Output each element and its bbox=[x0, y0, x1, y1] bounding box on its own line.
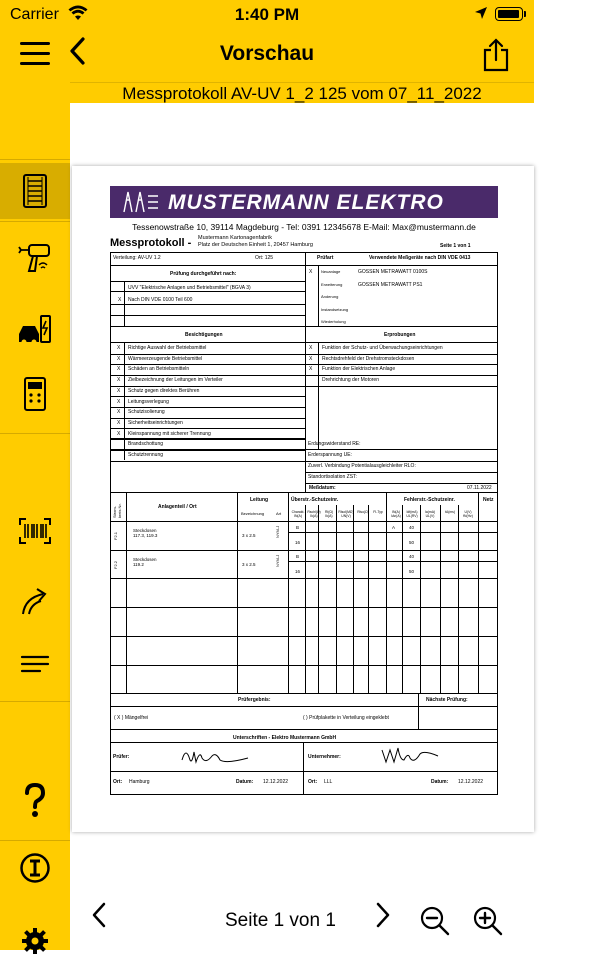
erprobung-text: Rechtsdrehfeld der Drehstromsteckdosen bbox=[322, 355, 415, 362]
erprobung-check: X bbox=[309, 345, 313, 351]
customer-address: Platz der Deutschen Einheit 1, 20457 Hamburg bbox=[198, 242, 313, 248]
sidebar-item-info[interactable] bbox=[0, 840, 70, 896]
route-icon bbox=[19, 586, 51, 616]
zoom-out-icon[interactable] bbox=[420, 906, 450, 941]
pruefart-label: Prüfart bbox=[317, 255, 334, 261]
besichtigungen-header: Besichtigungen bbox=[185, 332, 223, 338]
besichtigung-text: Schutztrennung bbox=[128, 452, 164, 458]
form-row-line bbox=[110, 771, 498, 772]
form-col-line bbox=[305, 342, 306, 449]
battery-icon bbox=[495, 7, 523, 21]
circuit-cable-type: NYM-J bbox=[275, 554, 280, 567]
bottom-toolbar bbox=[70, 890, 534, 950]
ueberstrom-header: Überstr.-Schutzeinr. bbox=[291, 497, 339, 503]
company-address: Tessenowstraße 10, 39114 Magdeburg - Tel: 0391 12345678 E-Mail: Max@mustermann.de bbox=[132, 222, 476, 232]
company-logo bbox=[110, 186, 596, 218]
besichtigung-check: X bbox=[117, 419, 121, 426]
datum-pruefer-value: 12.12.2022 bbox=[263, 779, 289, 785]
besichtigung-row-line bbox=[110, 375, 305, 376]
next-page-icon[interactable] bbox=[376, 902, 390, 936]
sidebar-item-drill-tester[interactable] bbox=[0, 231, 70, 287]
circuit-fi-type: A bbox=[392, 525, 396, 530]
besichtigung-check: X bbox=[117, 366, 121, 373]
besichtigung-check: X bbox=[117, 377, 121, 384]
stromkreis-header: Strom-kreis Nr. bbox=[112, 503, 122, 518]
zoom-in-icon[interactable] bbox=[473, 906, 503, 941]
power-line-icon bbox=[120, 190, 160, 214]
form-row-line bbox=[110, 492, 498, 493]
form-row-line bbox=[305, 461, 498, 462]
sidebar bbox=[0, 103, 70, 950]
charging-station-icon bbox=[17, 312, 53, 346]
form-title: Messprotokoll - bbox=[110, 237, 192, 249]
besichtigung-text: Brandschottung bbox=[128, 441, 164, 448]
besichtigung-check: X bbox=[117, 398, 121, 405]
measure-column-header: Ri(Ω) Ik(A) bbox=[325, 510, 333, 518]
logo-text: MUSTERMANN ELEKTRO bbox=[168, 191, 444, 214]
measure-column-header: Rschl(Ω) Ik(A) bbox=[307, 510, 321, 518]
svg-text:GmbH: GmbH bbox=[589, 191, 596, 212]
form-col-line bbox=[126, 492, 127, 693]
messwert-label: Erderspannung UE: bbox=[308, 452, 352, 458]
pruefart-label: Änderung bbox=[321, 294, 339, 299]
share-icon[interactable] bbox=[482, 38, 510, 77]
besichtigung-check: X bbox=[117, 345, 121, 351]
previous-page-icon[interactable] bbox=[92, 902, 106, 936]
form-row-line bbox=[110, 693, 498, 694]
form-col-line bbox=[418, 693, 419, 729]
form-row-line bbox=[305, 483, 498, 484]
circuit-number: F2.1 bbox=[113, 531, 118, 540]
circuit-char-2: 16 bbox=[295, 540, 301, 545]
circuit-value-1: 40 bbox=[409, 554, 415, 559]
form-col-line bbox=[237, 492, 238, 693]
form-col-line bbox=[124, 281, 125, 326]
battery-tip bbox=[524, 11, 526, 17]
datum-unternehmer-label: Datum: bbox=[431, 779, 449, 785]
measure-column-header: tA(ms) bbox=[445, 510, 455, 514]
circuit-char-2: 16 bbox=[295, 569, 301, 574]
measure-col-line bbox=[336, 505, 337, 693]
form-row-line bbox=[110, 291, 305, 292]
circuit-location-2: 119.2 bbox=[133, 562, 144, 567]
pruefer-label: Prüfer: bbox=[113, 754, 130, 760]
netz-header: Netz bbox=[483, 497, 494, 503]
besichtigung-text: Schutzisolierung bbox=[128, 409, 165, 416]
status-bar bbox=[0, 0, 534, 30]
naechste-pruefung-label: Nächste Prüfung: bbox=[426, 697, 468, 703]
besichtigung-row-line bbox=[110, 396, 305, 397]
circuit-cable-type: NYM-J bbox=[275, 525, 280, 538]
fehlerstrom-header: Fehlerstr.-Schutzeinr. bbox=[404, 497, 455, 503]
sidebar-divider bbox=[0, 221, 70, 222]
sidebar-item-device[interactable] bbox=[0, 366, 70, 422]
sidebar-item-help[interactable] bbox=[0, 773, 70, 829]
clock: 1:40 PM bbox=[234, 5, 300, 24]
measure-col-line bbox=[420, 505, 421, 693]
form-row-line bbox=[110, 265, 498, 266]
besichtigung-text: Leitungsverlegung bbox=[128, 398, 169, 405]
sidebar-item-route[interactable] bbox=[0, 573, 70, 629]
pruefergebnis-label: Prüfergebnis: bbox=[238, 697, 271, 703]
drill-tester-icon bbox=[17, 241, 53, 277]
form-row-line bbox=[305, 449, 498, 450]
pruefung-check: X bbox=[118, 297, 122, 303]
messwert-label: Zuverl. Verbindung Potentialausgleichleiter RLO: bbox=[308, 463, 416, 469]
measure-sub-line bbox=[288, 561, 498, 562]
ort-unternehmer-label: Ort: bbox=[308, 779, 318, 785]
sidebar-divider bbox=[0, 159, 70, 160]
pruefart-check: X bbox=[309, 269, 313, 275]
pruefplakette-option: ( ) Prüfplakette in Verteilung eingeklebt bbox=[303, 715, 389, 721]
navigation-bar bbox=[0, 30, 534, 82]
form-row-line bbox=[305, 472, 498, 473]
measure-col-line bbox=[458, 505, 459, 693]
measure-column-header: FI-Typ bbox=[373, 510, 383, 514]
form-col-line bbox=[288, 492, 289, 693]
measure-column-header: Rlsol(MΩ) UN(V) bbox=[338, 510, 354, 518]
measure-col-line bbox=[305, 505, 306, 693]
sidebar-item-barcode[interactable] bbox=[0, 503, 70, 559]
sidebar-item-protocol[interactable] bbox=[0, 163, 70, 219]
document-subtitle: Messprotokoll AV-UV 1_2 125 vom 07_11_2022 bbox=[70, 82, 534, 103]
pruefart-label: Erweiterung bbox=[321, 281, 343, 287]
besichtigung-row-line bbox=[110, 428, 305, 429]
measure-col-line bbox=[368, 505, 369, 693]
erprobung-text: Funktion der Schutz- und Überwachungseinrichtungen bbox=[322, 345, 443, 351]
settings-icon bbox=[20, 926, 50, 956]
list-icon bbox=[20, 654, 50, 678]
ort-pruefer-label: Ort: bbox=[113, 779, 123, 785]
form-row-line bbox=[110, 281, 305, 282]
top-bar bbox=[0, 0, 534, 103]
besichtigung-text: Sicherheitseinrichtungen bbox=[128, 419, 183, 426]
besichtigung-text: Richtige Auswahl der Betriebsmittel bbox=[128, 345, 207, 351]
pruefung-text: Nach DIN VDE 0100 Teil 600 bbox=[128, 297, 193, 303]
besichtigung-text: Schutz gegen direktes Berühren bbox=[128, 387, 200, 394]
datum-pruefer-label: Datum: bbox=[236, 779, 254, 785]
erprobung-row-line bbox=[305, 375, 498, 376]
form-row-line bbox=[110, 304, 305, 305]
measuring-device-icon bbox=[22, 376, 48, 412]
bezeichnung-header: Bezeichnung bbox=[241, 511, 265, 516]
besichtigung-check: X bbox=[117, 387, 121, 394]
page-indicator: Seite 1 von 1 bbox=[225, 910, 336, 931]
besichtigung-check: X bbox=[117, 355, 121, 362]
measure-column-header: Rlso(Ω) bbox=[357, 510, 369, 514]
messdatum-label: Meßdatum: bbox=[309, 485, 336, 491]
form-page-number: Seite 1 von 1 bbox=[440, 243, 471, 249]
form-row-line bbox=[110, 342, 498, 343]
erprobung-row-line bbox=[305, 364, 498, 365]
circuit-value-2: 50 bbox=[409, 540, 415, 545]
circuit-char-1: B bbox=[296, 554, 300, 559]
sidebar-divider bbox=[0, 701, 70, 702]
anlagenteil-header: Anlagenteil / Ort bbox=[158, 504, 197, 510]
form-row-line bbox=[110, 729, 498, 730]
messgeraet-value: GOSSEN METRAWATT PS1 bbox=[358, 281, 423, 288]
besichtigung-row-line bbox=[110, 364, 305, 365]
erprobung-check: X bbox=[309, 355, 313, 362]
besichtigung-text: Kleinspannung mit sicherer Trennung bbox=[128, 430, 211, 437]
circuit-cross-section: 3 x 2.5 bbox=[242, 562, 256, 567]
sidebar-item-charging[interactable] bbox=[0, 301, 70, 357]
sidebar-item-settings[interactable] bbox=[0, 913, 70, 969]
form-col-line bbox=[318, 342, 319, 449]
ort-pruefer-value: Hamburg bbox=[129, 779, 150, 785]
art-header: Art bbox=[276, 511, 282, 516]
info-icon bbox=[19, 852, 51, 884]
circuit-location-1: Steckdosen bbox=[133, 528, 157, 533]
besichtigung-check: X bbox=[117, 430, 121, 437]
erprobung-text: Drehrichtung der Motoren bbox=[322, 377, 379, 384]
messgeraete-header: Verwendete Meßgeräte nach DIN VDE 0413 bbox=[369, 255, 471, 261]
measure-col-line bbox=[402, 505, 403, 693]
form-row-line bbox=[110, 742, 498, 743]
erprobung-text: Funktion der Elektrischen Anlage bbox=[322, 366, 396, 373]
measure-column-header: Charakt. IN(A) bbox=[291, 510, 305, 518]
besichtigung-text: Schäden an Betriebsmitteln bbox=[128, 366, 190, 373]
unternehmer-signature bbox=[380, 744, 440, 766]
logo-gmbh bbox=[586, 188, 596, 219]
besichtigung-text: Zielbezeichnung der Leitungen im Verteiler bbox=[128, 377, 223, 384]
erprobung-row-line bbox=[305, 386, 498, 387]
messdatum-value: 07.11.2022 bbox=[467, 485, 492, 491]
leitung-header: Leitung bbox=[250, 497, 269, 503]
form-col-line bbox=[124, 342, 125, 460]
ort-label: Ort: 125 bbox=[255, 255, 274, 261]
besichtigung-check: X bbox=[117, 409, 121, 416]
form-row-line bbox=[110, 315, 305, 316]
circuit-location-1: Steckdosen bbox=[133, 557, 157, 562]
erprobung-check: X bbox=[309, 366, 313, 373]
circuit-number: F2.2 bbox=[113, 560, 118, 569]
circuit-value-2: 50 bbox=[409, 569, 415, 574]
besichtigung-row-line bbox=[110, 461, 305, 462]
sidebar-divider bbox=[0, 433, 70, 434]
messwert-label: Standortisolation ZST: bbox=[308, 474, 357, 480]
customer-name: Mustermann Kartonagenfabrik bbox=[198, 235, 272, 241]
form-row-line bbox=[110, 326, 498, 327]
measure-col-line bbox=[353, 505, 354, 693]
circuit-cross-section: 3 x 2.5 bbox=[242, 533, 256, 538]
besichtigung-row-line bbox=[110, 354, 305, 355]
maengelfrei-option: ( X ) Mängelfrei bbox=[114, 715, 149, 721]
measure-col-line bbox=[478, 505, 479, 693]
pruefer-signature bbox=[180, 744, 250, 766]
measure-column-header: IN(A) I∆n(A) bbox=[391, 510, 401, 518]
erprobung-row-line bbox=[305, 354, 498, 355]
sidebar-item-list[interactable] bbox=[0, 638, 70, 694]
form-col-line bbox=[303, 742, 304, 795]
form-row-line bbox=[110, 706, 498, 707]
besichtigung-row-line bbox=[110, 418, 305, 419]
measure-sub-line bbox=[288, 532, 498, 533]
pruefung-header: Prüfung durchgeführt nach: bbox=[170, 271, 237, 277]
messgeraet-value: GOSSEN METRAWATT 0100S bbox=[358, 269, 428, 275]
besichtigung-row-line bbox=[110, 386, 305, 387]
carrier-label: Carrier bbox=[10, 6, 59, 23]
help-icon bbox=[23, 783, 47, 819]
datum-unternehmer-value: 12.12.2022 bbox=[458, 779, 484, 785]
unterschriften-header: Unterschriften - Elektro Mustermann GmbH bbox=[233, 735, 337, 741]
measure-col-line bbox=[318, 505, 319, 693]
besichtigung-row-line bbox=[110, 407, 305, 408]
pruefung-text: UVV "Elektrische Anlagen und Betriebsmittel" (BGVA 3) bbox=[128, 285, 251, 291]
measure-col-line bbox=[386, 505, 387, 693]
circuit-location-2: 117.3, 119.3 bbox=[133, 533, 158, 538]
page-title: Vorschau bbox=[219, 42, 315, 65]
customer-info bbox=[198, 235, 313, 249]
measure-column-header: U(V) fN(Hz) bbox=[463, 510, 473, 518]
messwert-label: Erdungswiderstand RE: bbox=[308, 441, 361, 447]
measure-column-header: Idf(mA) UL(RV) bbox=[406, 510, 418, 518]
besichtigung-row-line bbox=[110, 439, 305, 440]
pruefart-label: Instandsetzung bbox=[321, 306, 349, 312]
pruefart-label: Wiederholung bbox=[321, 319, 346, 324]
measure-column-header: Ia(mA) UL(V) bbox=[424, 510, 436, 518]
form-col-line bbox=[318, 265, 319, 326]
ort-unternehmer-value: LLL bbox=[324, 779, 333, 785]
besichtigung-text: Wärmeerzeugende Betriebsmittel bbox=[128, 355, 203, 362]
unternehmer-label: Unternehmer: bbox=[308, 754, 341, 760]
location-arrow-icon bbox=[474, 6, 488, 25]
measure-col-line bbox=[440, 505, 441, 693]
pruefart-label: Neuanlage bbox=[321, 269, 341, 274]
barcode-scanner-icon bbox=[18, 517, 52, 545]
besichtigung-row-line bbox=[110, 450, 305, 451]
verteilung-label: Verteilung: AV-UV 1.2 bbox=[113, 255, 161, 261]
circuit-char-1: B bbox=[296, 525, 300, 530]
circuit-value-1: 40 bbox=[409, 525, 415, 530]
erprobungen-header: Erprobungen bbox=[384, 332, 416, 338]
protocol-icon bbox=[22, 173, 48, 209]
